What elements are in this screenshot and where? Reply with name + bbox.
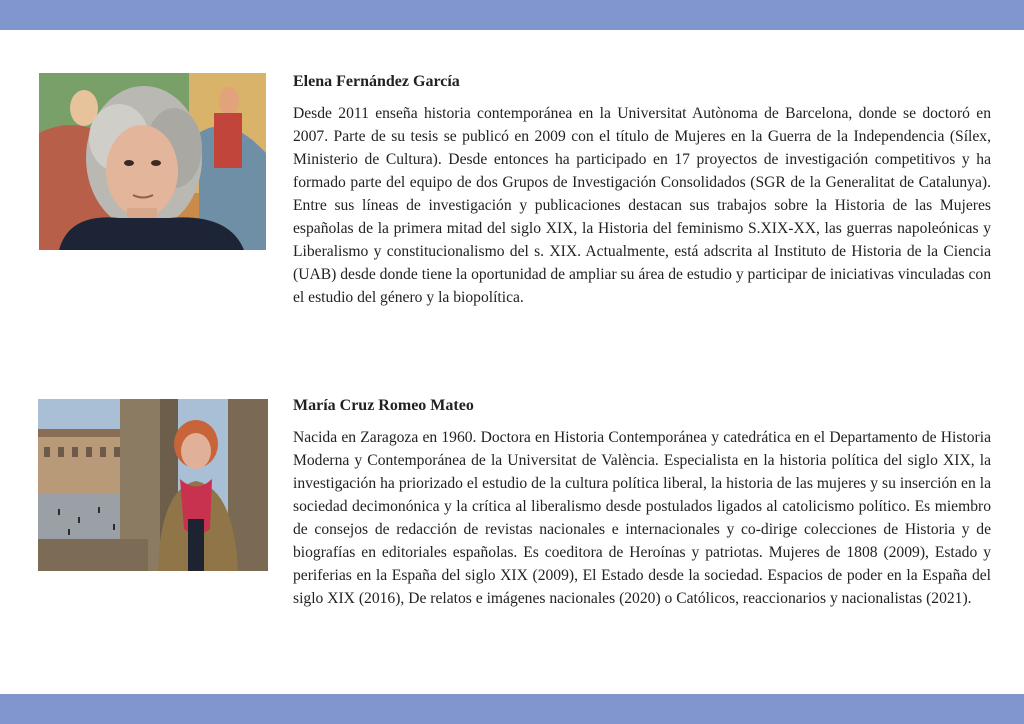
bio-elena-fernandez [293,73,991,309]
person-name: María Cruz Romeo Mateo [293,397,474,414]
portrait-maria-cruz-romeo [38,399,268,571]
top-band [0,0,1024,30]
person-bio: Desde 2011 enseña historia contemporánea en la Universitat Autònoma de Barcelona, donde se doctoró en 2007. Parte de su tesis se publicó en 2009 con el título de Mujeres en la Guerra de la Independencia (Sílex, Ministerio de Cultura). Desde entonces ha participado en 17 proyectos de investigación competitivos y ha formado parte del equipo de dos Grupos de Investigación Consolidados (SGR de la Generalitat de Catalunya). Entre sus líneas de investigación y publicaciones destacan sus trabajos sobre la Historia de las Mujeres españolas de la primera mitad del siglo XIX, la Historia del feminismo S.XIX-XX, las guerras napoleónicas y Liberalismo y constitucionalismo del s. XIX. Actualmente, está adscrita al Instituto de Historia de la Ciencia (UAB) desde donde tiene la oportunidad de ampliar su área de estudio y participar de iniciativas vinculadas con el estudio del género y la biopolítica. [293,105,991,306]
person-name: Elena Fernández García [293,73,460,90]
person-bio: Nacida en Zaragoza en 1960. Doctora en Historia Contemporánea y catedrática en el Departamento de Historia Moderna y Contemporánea de la Universitat de València. Especialista en la historia política del siglo XIX, la investigación ha priorizado el estudio de la cultura política liberal, la historia de las mujeres y su inserción en la sociedad decimonónica y la crítica al liberalismo desde postulados ligados al catolicismo político. Es miembro de consejos de redacción de revistas nacionales e internacionales y co-dirige colecciones de Historia y de biografías en editoriales españolas. Es coeditora de Heroínas y patriotas. Mujeres de 1808 (2009), Estado y periferias en la España del siglo XIX (2009), El Estado desde la sociedad. Espacios de poder en la España del siglo XIX (2016), De relatos e imágenes nacionales (2020) o Católicos, reaccionarios y nacionalistas (2021). [293,429,991,607]
bio-maria-cruz-romeo [293,397,991,610]
portrait-elena-fernandez [39,73,266,250]
bottom-band [0,694,1024,724]
